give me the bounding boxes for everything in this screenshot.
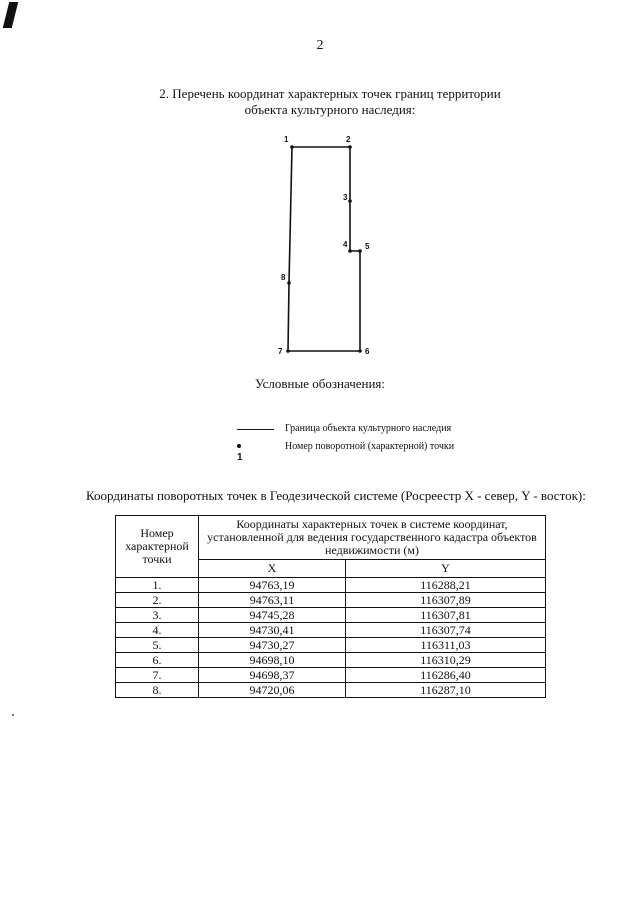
cell-point-number: 8. xyxy=(116,683,199,698)
section-title-line-2: объекта культурного наследия: xyxy=(244,102,416,117)
legend-line-sample xyxy=(237,429,274,430)
legend-point-text: Номер поворотной (характерной) точки xyxy=(285,441,455,452)
cell-point-number: 4. xyxy=(116,623,199,638)
cell-y: 116286,40 xyxy=(346,668,546,683)
legend-boundary-text: Граница объекта культурного наследия xyxy=(285,423,452,434)
point-marker-6 xyxy=(358,349,362,353)
point-marker-5 xyxy=(358,249,362,253)
point-label-3: 3 xyxy=(343,193,348,202)
header-point-number: Номер характерной точки xyxy=(116,516,199,578)
boundary-line xyxy=(288,147,360,351)
table-row xyxy=(116,578,546,593)
point-label-8: 8 xyxy=(281,273,286,282)
page-number: 2 xyxy=(316,38,324,53)
cell-y: 116287,10 xyxy=(346,683,546,698)
cell-x: 94698,10 xyxy=(199,653,346,668)
point-marker-7 xyxy=(286,349,290,353)
header-coordinates: Координаты характерных точек в системе координат, установленной для ведения государственного кадастра объектов недвижимости (м) xyxy=(199,516,546,560)
cell-point-number: 7. xyxy=(116,668,199,683)
cell-x: 94720,06 xyxy=(199,683,346,698)
header-y: Y xyxy=(346,560,546,578)
point-marker-1 xyxy=(290,145,294,149)
table-row xyxy=(116,623,546,638)
section-title-line-1: 2. Перечень координат характерных точек границ территории xyxy=(159,86,501,101)
cell-x: 94730,27 xyxy=(199,638,346,653)
cell-point-number: 3. xyxy=(116,608,199,623)
cell-y: 116307,81 xyxy=(346,608,546,623)
cell-x: 94698,37 xyxy=(199,668,346,683)
point-label-2: 2 xyxy=(346,135,351,144)
table-row xyxy=(116,683,546,698)
cell-point-number: 6. xyxy=(116,653,199,668)
boundary-plan xyxy=(270,128,380,360)
point-marker-4 xyxy=(348,249,352,253)
point-label-6: 6 xyxy=(365,347,370,356)
table-row xyxy=(116,638,546,653)
cell-y: 116310,29 xyxy=(346,653,546,668)
legend-heading: Условные обозначения: xyxy=(254,376,386,391)
scan-corner-mark xyxy=(3,2,18,28)
coordinates-table xyxy=(115,515,546,698)
cell-x: 94763,11 xyxy=(199,593,346,608)
point-marker-3 xyxy=(348,199,352,203)
point-label-5: 5 xyxy=(365,242,370,251)
point-marker-8 xyxy=(287,281,291,285)
cell-y: 116307,74 xyxy=(346,623,546,638)
cell-point-number: 5. xyxy=(116,638,199,653)
point-label-4: 4 xyxy=(343,240,348,249)
legend-dot-icon xyxy=(237,444,241,448)
cell-point-number: 1. xyxy=(116,578,199,593)
section-title xyxy=(80,86,580,118)
cell-y: 116288,21 xyxy=(346,578,546,593)
point-label-1: 1 xyxy=(284,135,289,144)
legend-point-marker xyxy=(237,441,243,463)
cell-x: 94763,19 xyxy=(199,578,346,593)
table-row xyxy=(116,593,546,608)
point-label-7: 7 xyxy=(278,347,283,356)
cell-y: 116311,03 xyxy=(346,638,546,653)
cell-x: 94745,28 xyxy=(199,608,346,623)
cell-y: 116307,89 xyxy=(346,593,546,608)
table-row xyxy=(116,668,546,683)
table-row xyxy=(116,608,546,623)
header-x: X xyxy=(199,560,346,578)
table-row xyxy=(116,653,546,668)
point-marker-2 xyxy=(348,145,352,149)
cell-point-number: 2. xyxy=(116,593,199,608)
cell-x: 94730,41 xyxy=(199,623,346,638)
legend-point-number: 1 xyxy=(237,452,243,463)
coords-caption: Координаты поворотных точек в Геодезической системе (Росреестр X - север, Y - восток): xyxy=(86,488,586,503)
scan-speck xyxy=(12,714,14,716)
